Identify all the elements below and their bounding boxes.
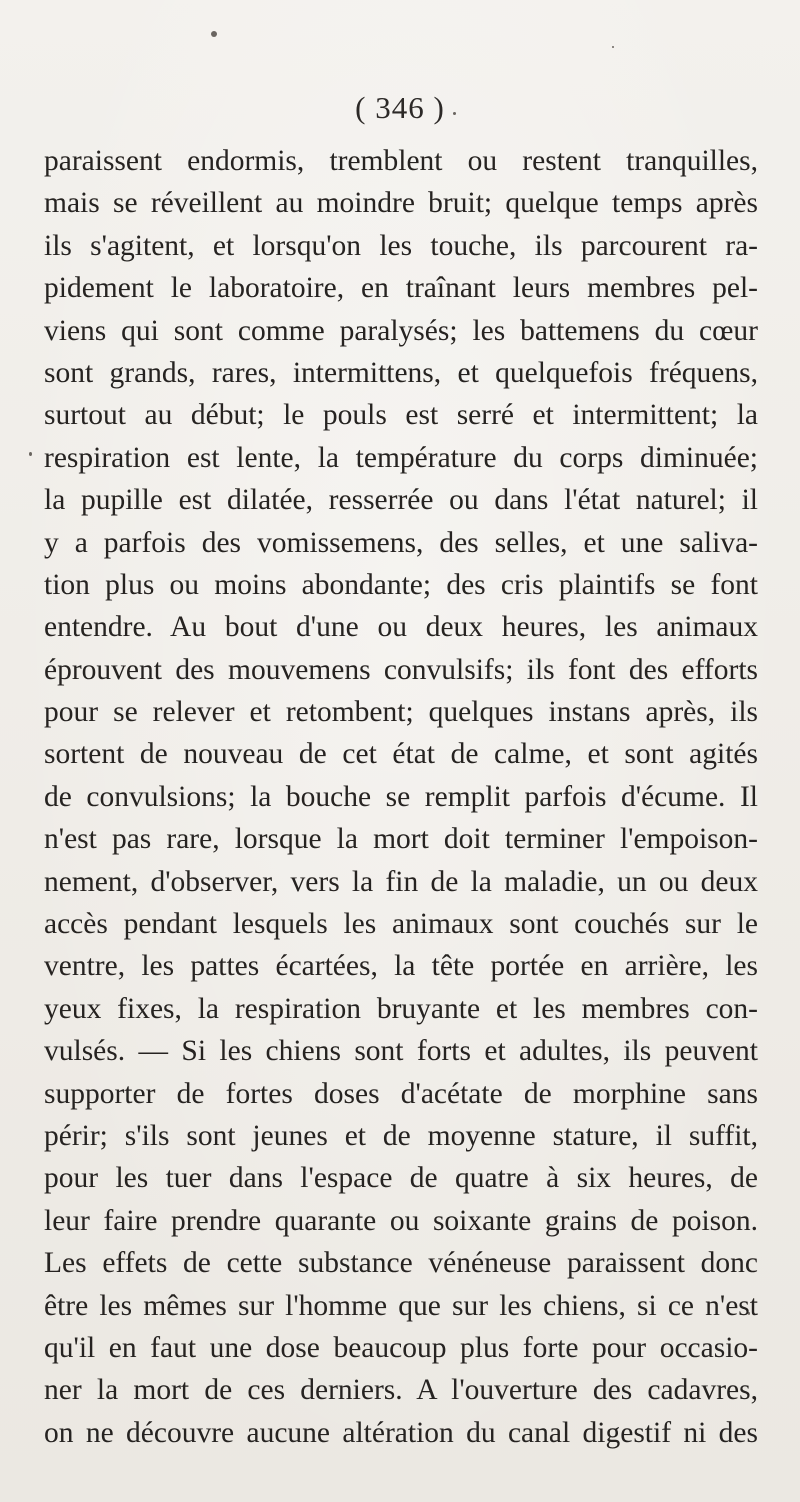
text-line: respiration est lente, la température du corps diminuée; xyxy=(44,441,758,474)
text-line: tion plus ou moins abondante; des cris plaintifs se font xyxy=(44,568,758,601)
text-line: pidement le laboratoire, en traînant leurs membres pel- xyxy=(44,272,758,305)
text-line: yeux fixes, la respiration bruyante et les membres con- xyxy=(44,992,758,1025)
text-line: supporter de fortes doses d'acétate de morphine sans xyxy=(44,1077,758,1110)
text-line: périr; s'ils sont jeunes et de moyenne stature, il suffit, xyxy=(44,1119,758,1152)
text-line: entendre. Au bout d'une ou deux heures, les animaux xyxy=(44,611,758,644)
text-line: n'est pas rare, lorsque la mort doit terminer l'empoison- xyxy=(44,823,758,856)
text-line: nement, d'observer, vers la fin de la maladie, un ou deux xyxy=(44,865,758,898)
text-line: pour se relever et retombent; quelques instans après, ils xyxy=(44,696,758,729)
text-line: y a parfois des vomissemens, des selles, et une saliva- xyxy=(44,526,758,559)
text-line: ner la mort de ces derniers. A l'ouverture des cadavres, xyxy=(44,1374,758,1407)
text-line: ils s'agitent, et lorsqu'on les touche, ils parcourent ra- xyxy=(44,229,758,262)
text-line: mais se réveillent au moindre bruit; quelque temps après xyxy=(44,187,758,220)
text-line: on ne découvre aucune altération du canal digestif ni des xyxy=(44,1416,758,1449)
text-line: paraissent endormis, tremblent ou restent tranquilles, xyxy=(44,145,758,177)
text-line: viens qui sont comme paralysés; les battemens du cœur xyxy=(44,314,758,347)
text-line: pour les tuer dans l'espace de quatre à six heures, de xyxy=(44,1162,758,1195)
text-line: la pupille est dilatée, resserrée ou dans l'état naturel; il xyxy=(44,484,758,517)
text-line: accès pendant lesquels les animaux sont couchés sur le xyxy=(44,908,758,941)
text-line: être les mêmes sur l'homme que sur les chiens, si ce n'est xyxy=(44,1289,758,1322)
text-line: éprouvent des mouvemens convulsifs; ils font des efforts xyxy=(44,653,758,686)
text-line: surtout au début; le pouls est serré et intermittent; la xyxy=(44,399,758,432)
text-line: vulsés. — Si les chiens sont forts et adultes, ils peuvent xyxy=(44,1035,758,1068)
text-line: de convulsions; la bouche se remplit parfois d'écume. Il xyxy=(44,780,758,813)
text-line: qu'il en faut une dose beaucoup plus forte pour occasio- xyxy=(44,1331,758,1364)
text-line: Les effets de cette substance vénéneuse paraissent donc xyxy=(44,1247,758,1280)
text-line: ventre, les pattes écartées, la tête portée en arrière, les xyxy=(44,950,758,983)
text-line: sont grands, rares, intermittens, et quelquefois fréquens, xyxy=(44,356,758,389)
body-text xyxy=(44,140,758,1454)
text-line: leur faire prendre quarante ou soixante grains de poison. xyxy=(44,1204,758,1237)
text-line: sortent de nouveau de cet état de calme, et sont agités xyxy=(44,738,758,771)
paper-speck xyxy=(29,452,32,456)
paper-speck xyxy=(211,31,217,37)
page-number: ( 346 ) xyxy=(355,90,445,125)
paper-speck xyxy=(612,46,614,48)
